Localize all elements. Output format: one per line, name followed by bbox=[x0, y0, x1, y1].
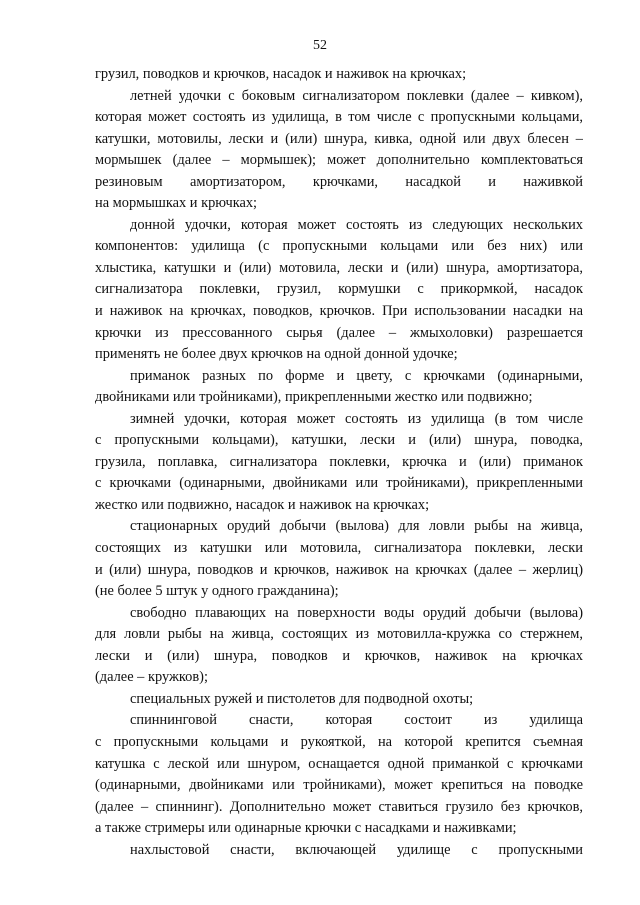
text-line: катушки, мотовилы, лески и (или) шнура, кивка, одной или двух блесен – bbox=[95, 130, 583, 147]
text-line: зимней удочки, которая может состоять из удилища (в том числе bbox=[130, 410, 583, 427]
text-line: (одинарными, двойниками или тройниками), может крепиться на поводке bbox=[95, 777, 583, 794]
text-line: летней удочки с боковым сигнализатором поклевки (далее – кивком), bbox=[130, 87, 583, 104]
text-line: с пропускными кольцами и рукояткой, на которой крепится съемная bbox=[95, 733, 583, 750]
text-line: мормышек (далее – мормышек); может дополнительно комплектоваться bbox=[95, 152, 583, 169]
text-line: катушка с леской или шнуром, оснащается одной приманкой с крючками bbox=[95, 755, 583, 772]
body-text bbox=[95, 64, 583, 861]
text-line: а также стримеры или одинарные крючки с насадками и наживками; bbox=[95, 820, 517, 837]
text-line: (далее – спиннинг). Дополнительно может ставиться грузило без крючков, bbox=[95, 798, 583, 815]
text-line: (далее – кружков); bbox=[95, 669, 208, 686]
text-line: на мормышках и крючках; bbox=[95, 195, 258, 212]
text-line: хлыстика, катушки и (или) мотовила, лески и (или) шнура, амортизатора, bbox=[95, 259, 583, 276]
text-line: специальных ружей и пистолетов для подводной охоты; bbox=[130, 690, 474, 707]
text-line: нахлыстовой снасти, включающей удилище с пропускными bbox=[130, 841, 583, 858]
text-line: которая может состоять из удилища, в том числе с пропускными кольцами, bbox=[95, 109, 583, 126]
text-line: двойниками или тройниками), прикрепленными жестко или подвижно; bbox=[95, 389, 533, 406]
text-line: грузила, поплавка, сигнализатора поклевки, крючка и (или) приманок bbox=[95, 453, 583, 470]
text-line: стационарных орудий добычи (вылова) для ловли рыбы на живца, bbox=[130, 518, 583, 535]
text-line: для ловли рыбы на живца, состоящих из мотовилла-кружка со стержнем, bbox=[95, 626, 583, 643]
text-line: лески и (или) шнура, поводков и крючков, наживок на крючках bbox=[95, 647, 583, 664]
text-line: грузил, поводков и крючков, насадок и наживок на крючках; bbox=[95, 66, 467, 82]
text-line: и наживок на крючках, поводков, крючков. При использовании насадки на bbox=[95, 303, 583, 320]
text-line: и (или) шнура, поводков и крючков, наживок на крючках (далее – жерлиц) bbox=[95, 561, 583, 578]
page-number: 52 bbox=[313, 38, 327, 53]
text-line: с пропускными кольцами), катушки, лески и (или) шнура, поводка, bbox=[95, 432, 583, 449]
text-line: компонентов: удилища (с пропускными кольцами или без них) или bbox=[95, 238, 583, 255]
text-line: состоящих из катушки или мотовила, сигнализатора поклевки, лески bbox=[95, 540, 583, 557]
text-line: сигнализатора поклевки, грузил, кормушки с прикормкой, насадок bbox=[95, 281, 583, 298]
text-line: донной удочки, которая может состоять из следующих нескольких bbox=[130, 216, 583, 233]
text-line: с крючками (одинарными, двойниками или тройниками), прикрепленными bbox=[95, 475, 583, 492]
text-line: применять не более двух крючков на одной донной удочке; bbox=[95, 346, 458, 363]
text-line: жестко или подвижно, насадок и наживок на крючках; bbox=[95, 496, 430, 513]
text-line: резиновым амортизатором, крючками, насадкой и наживкой bbox=[95, 173, 583, 190]
text-line: спиннинговой снасти, которая состоит из удилища bbox=[130, 712, 583, 729]
text-line: свободно плавающих на поверхности воды орудий добычи (вылова) bbox=[130, 604, 583, 621]
text-line: приманок разных по форме и цвету, с крючками (одинарными, bbox=[130, 367, 583, 384]
text-line: (не более 5 штук у одного гражданина); bbox=[95, 583, 339, 600]
text-line: крючки из прессованного сырья (далее – жмыхоловки) разрешается bbox=[95, 324, 583, 341]
